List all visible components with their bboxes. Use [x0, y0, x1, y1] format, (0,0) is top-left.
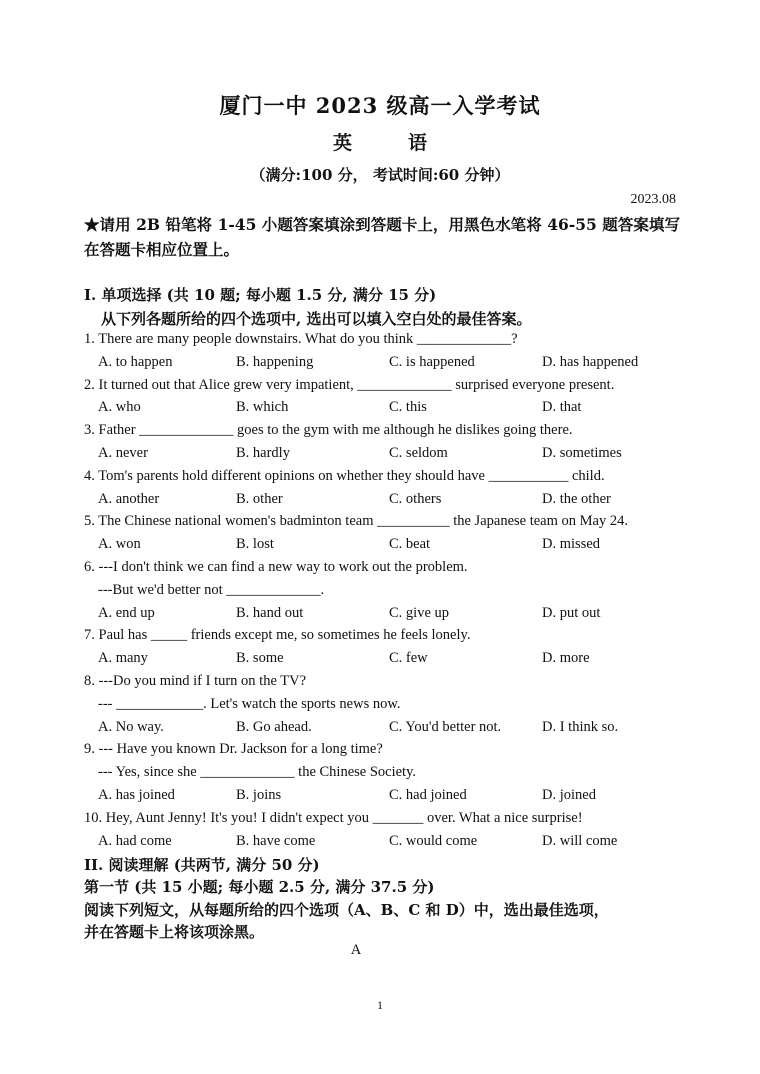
answer-option: C. had joined [389, 787, 467, 803]
answer-option: B. lost [236, 536, 274, 553]
question-stem: 10. Hey, Aunt Jenny! It's you! I didn't expect you _______ over. What a nice surprise! [84, 809, 583, 826]
answer-option: D. more [542, 650, 590, 667]
answer-option: B. other [236, 490, 283, 507]
answer-option: B. Go ahead. [236, 718, 312, 735]
answer-option: D. will come [542, 832, 618, 849]
answer-option: A. had come [98, 832, 172, 849]
answer-option: B. hardly [236, 445, 290, 461]
answer-option: C. give up [389, 604, 450, 621]
answer-option: B. some [236, 650, 284, 667]
answer-option: C. few [389, 650, 428, 667]
question-stem: 4. Tom's parents hold different opinions on whether they should have ___________ child. [84, 467, 605, 484]
question-continuation: --- Yes, since she _____________ the Chinese Society. [98, 764, 417, 781]
subject-char-1: 英 [332, 132, 352, 154]
section-2-instruction-1: 阅读下列短文，从每题所给的四个选项（A、B、C 和 D）中，选出最佳选项， [84, 901, 609, 919]
answer-option: C. beat [389, 536, 431, 553]
question-stem: 9. --- Have you known Dr. Jackson for a long time? [84, 741, 383, 758]
answer-option: C. is happened [389, 353, 475, 370]
answer-option: D. that [542, 399, 582, 416]
answer-option: A. won [98, 536, 141, 553]
question-stem: 5. The Chinese national women's badminton team __________ the Japanese team on May 24. [84, 513, 628, 530]
answer-option: D. sometimes [542, 445, 622, 461]
question-continuation: --- ____________. Let's watch the sports news now. [98, 695, 401, 712]
answer-option: C. seldom [389, 445, 448, 461]
question-stem: 1. There are many people downstairs. What do you think _____________? [84, 331, 518, 347]
answer-option: A. many [98, 650, 148, 667]
subject-char-2: 语 [408, 132, 428, 154]
section-1-instruction: 从下列各题所给的四个选项中, 选出可以填入空白处的最佳答案。 [101, 310, 532, 328]
answer-option: D. missed [542, 536, 600, 553]
answer-option: D. put out [542, 604, 601, 621]
section-2-part-1: 第一节 (共 15 小题; 每小题 2.5 分, 满分 37.5 分) [84, 878, 435, 896]
answer-option: C. You'd better not. [389, 718, 502, 735]
question-stem: 6. ---I don't think we can find a new way to work out the problem. [84, 559, 468, 575]
answer-option: A. another [98, 490, 160, 507]
exam-date: 2023.08 [630, 192, 676, 207]
answer-option: A. to happen [98, 353, 173, 370]
answer-notice: ★请用 2B 铅笔将 1-45 小题答案填涂到答题卡上，用黑色水笔将 46-55 题答案填写在答题卡相应位置上。 [84, 215, 680, 259]
question-stem: 8. ---Do you mind if I turn on the TV? [84, 673, 307, 689]
exam-title: 厦门一中 2023 级高一入学考试 [219, 93, 541, 118]
subject-title [0, 128, 760, 155]
answer-option: D. the other [542, 490, 611, 507]
answer-option: A. has joined [98, 787, 175, 803]
question-stem: 7. Paul has _____ friends except me, so sometimes he feels lonely. [84, 627, 471, 644]
section-2-heading: II. 阅读理解 (共两节, 满分 50 分) [84, 856, 320, 874]
answer-option: D. I think so. [542, 718, 619, 735]
section-2-instruction-2: 并在答题卡上将该项涂黑。 [84, 923, 265, 941]
answer-option: A. who [98, 399, 141, 416]
answer-option: B. joins [236, 787, 282, 803]
exam-info: （满分:100 分， 考试时间:60 分钟） [250, 166, 510, 184]
page-number: 1 [377, 998, 383, 1012]
answer-option: B. have come [236, 832, 316, 849]
answer-option: C. others [389, 490, 442, 507]
question-stem: 3. Father _____________ goes to the gym with me although he dislikes going there. [84, 422, 573, 439]
answer-option: D. joined [542, 787, 596, 803]
question-continuation: ---But we'd better not _____________. [98, 581, 325, 598]
answer-option: B. which [236, 399, 289, 416]
answer-option: A. No way. [98, 718, 164, 735]
answer-option: A. end up [98, 604, 155, 621]
answer-option: D. has happened [542, 353, 639, 370]
answer-option: B. hand out [236, 604, 304, 621]
answer-option: C. this [389, 399, 427, 416]
question-stem: 2. It turned out that Alice grew very impatient, _____________ surprised everyone present. [84, 376, 615, 393]
passage-label: A [350, 942, 362, 958]
section-1-heading: I. 单项选择 (共 10 题; 每小题 1.5 分, 满分 15 分) [84, 286, 437, 304]
answer-option: A. never [98, 445, 148, 461]
answer-option: B. happening [236, 353, 314, 370]
answer-option: C. would come [389, 832, 478, 849]
